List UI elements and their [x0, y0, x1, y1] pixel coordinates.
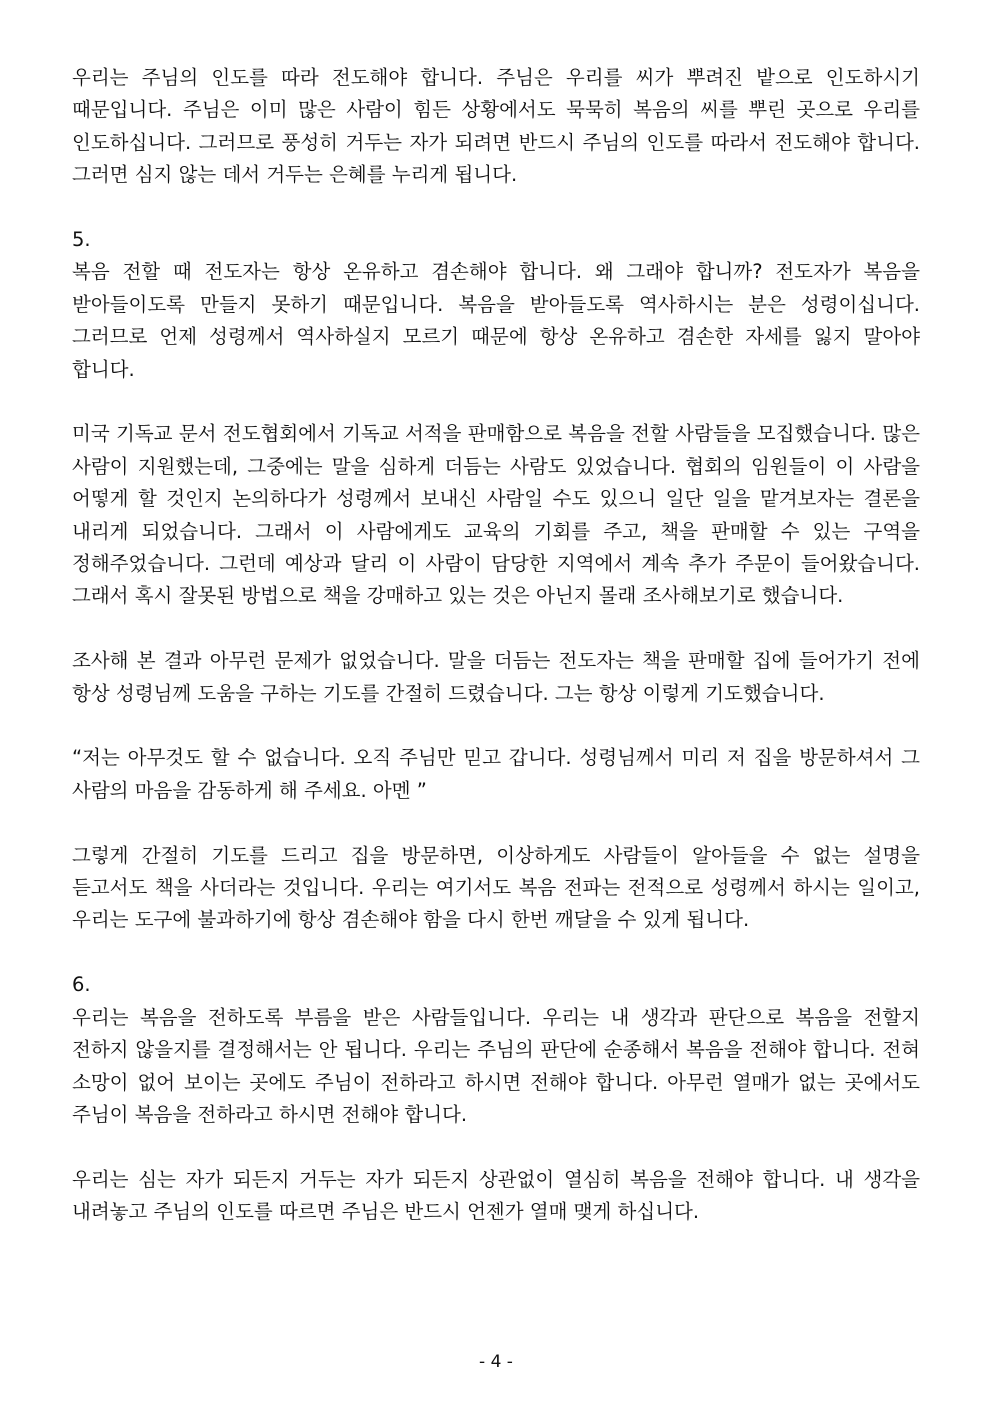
- section-number: 6.: [72, 973, 91, 997]
- section-number: 5.: [72, 228, 91, 252]
- document-body: [72, 62, 920, 1261]
- paragraph: 미국 기독교 문서 전도협회에서 기독교 서적을 판매함으로 복음을 전할 사람들을 모집했습니다. 많은 사람이 지원했는데, 그중에는 말을 심하게 더듬는 사람도 있었습니다. 협회의 임원들이 이 사람을 어떻게 할 것인지 논의하다가 성령께서 보내신 사람일 수도 있으니 일단 일을 맡겨보자는 결론을 내리게 되었습니다. 그래서 이 사람에게도 교육의 기회를 주고, 책을 판매할 수 있는 구역을 정해주었습니다. 그런데 예상과 달리 이 사람이 담당한 지역에서 계속 추가 주문이 들어왔습니다. 그래서 혹시 잘못된 방법으로 책을 강매하고 있는 것은 아닌지 몰래 조사해보기로 했습니다.: [72, 422, 920, 608]
- paragraph: 우리는 심는 자가 되든지 거두는 자가 되든지 상관없이 열심히 복음을 전해야 합니다. 내 생각을 내려놓고 주님의 인도를 따르면 주님은 반드시 언젠가 열매 맺게 하십니다.: [72, 1167, 920, 1224]
- paragraph: 복음 전할 때 전도자는 항상 온유하고 겸손해야 합니다. 왜 그래야 합니까? 전도자가 복음을 받아들이도록 만들지 못하기 때문입니다. 복음을 받아들도록 역사하시는 분은 성령이십니다. 그러므로 언제 성령께서 역사하실지 모르기 때문에 항상 온유하고 겸손한 자세를 잃지 말아야 합니다.: [72, 260, 920, 381]
- paragraph: 우리는 복음을 전하도록 부름을 받은 사람들입니다. 우리는 내 생각과 판단으로 복음을 전할지 전하지 않을지를 결정해서는 안 됩니다. 우리는 주님의 판단에 순종해서 복음을 전해야 합니다. 전혀 소망이 없어 보이는 곳에도 주님이 전하라고 하시면 전해야 합니다. 아무런 열매가 없는 곳에서도 주님이 복음을 전하라고 하시면 전해야 합니다.: [72, 1005, 920, 1126]
- paragraph: 우리는 주님의 인도를 따라 전도해야 합니다. 주님은 우리를 씨가 뿌려진 밭으로 인도하시기 때문입니다. 주님은 이미 많은 사람이 힘든 상황에서도 묵묵히 복음의 씨를 뿌린 곳으로 우리를 인도하십니다. 그러므로 풍성히 거두는 자가 되려면 반드시 주님의 인도를 따라서 전도해야 합니다. 그러면 심지 않는 데서 거두는 은혜를 누리게 됩니다.: [72, 66, 920, 187]
- paragraph: 조사해 본 결과 아무런 문제가 없었습니다. 말을 더듬는 전도자는 책을 판매할 집에 들어가기 전에 항상 성령님께 도움을 구하는 기도를 간절히 드렸습니다. 그는 항상 이렇게 기도했습니다.: [72, 649, 920, 705]
- prayer-quote: “저는 아무것도 할 수 없습니다. 오직 주님만 믿고 갑니다. 성령님께서 미리 저 집을 방문하셔서 그 사람의 마음을 감동하게 해 주세요. 아멘 ”: [72, 746, 920, 802]
- page-number: - 4 -: [479, 1352, 513, 1372]
- paragraph: 그렇게 간절히 기도를 드리고 집을 방문하면, 이상하게도 사람들이 알아들을 수 없는 설명을 듣고서도 책을 사더라는 것입니다. 우리는 여기서도 복음 전파는 전적으로 성령께서 하시는 일이고, 우리는 도구에 불과하기에 항상 겸손해야 함을 다시 한번 깨달을 수 있게 됩니다.: [72, 843, 920, 932]
